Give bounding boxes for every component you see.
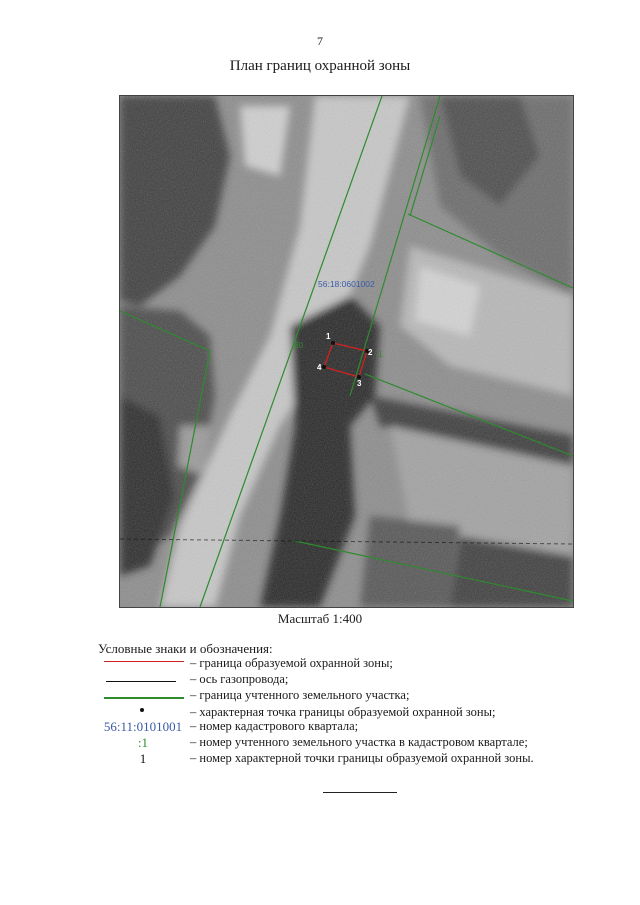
- legend-symbol-quarter-text: [98, 719, 188, 735]
- aerial-map: [120, 96, 573, 607]
- legend-description: – характерная точка границы образуемой охранной зоны;: [190, 705, 496, 719]
- legend-symbol-text: 56:11:0101001: [103, 719, 183, 734]
- page-number: 7: [317, 34, 323, 48]
- legend-description: – ось газопровода;: [190, 672, 289, 686]
- zone-point-1[interactable]: [331, 341, 335, 345]
- legend-item-gas-axis: [98, 672, 618, 688]
- legend-description: – граница образуемой охранной зоны;: [190, 656, 393, 670]
- parcel-number-label-left: :60: [292, 341, 304, 350]
- legend-symbol-text: 1: [139, 751, 147, 766]
- legend-symbol-green-line: [98, 688, 188, 704]
- map-grain: [120, 96, 573, 607]
- legend-symbol-point-text: [98, 751, 188, 767]
- zone-point-label-2: 2: [368, 348, 373, 357]
- legend-symbol-parcel-text: [98, 735, 188, 751]
- map-scale: Масштаб 1:400: [277, 611, 363, 626]
- dot-icon: [140, 708, 144, 712]
- legend-symbol-black-line: [98, 672, 188, 688]
- legend-symbol-text: :1: [137, 735, 149, 750]
- legend-symbol-red-line: [98, 656, 188, 672]
- legend-item-parcel-number: [98, 735, 618, 751]
- zone-point-label-1: 1: [326, 332, 331, 341]
- parcel-number-label: :1: [376, 350, 383, 359]
- legend-title: Условные знаки и обозначения:: [98, 641, 273, 656]
- zone-point-label-4: 4: [317, 363, 322, 372]
- legend-item-point-number: [98, 751, 618, 767]
- legend-item-parcel-boundary: [98, 688, 618, 704]
- map-frame[interactable]: [119, 95, 574, 608]
- cadastral-quarter-label: 56:18:0601002: [318, 279, 375, 289]
- legend-item-zone-boundary: [98, 656, 618, 672]
- legend-description: – граница учтенного земельного участка;: [190, 688, 410, 702]
- zone-point-4[interactable]: [322, 365, 326, 369]
- zone-point-label-3: 3: [357, 379, 362, 388]
- legend-description: – номер кадастрового квартала;: [190, 719, 359, 733]
- legend-description: – номер характерной точки границы образуемой охранной зоны.: [190, 751, 534, 765]
- footer-divider: [323, 792, 397, 793]
- legend-item-quarter-number: [98, 719, 618, 735]
- page-title: План границ охранной зоны: [229, 58, 411, 74]
- legend-description: – номер учтенного земельного участка в кадастровом квартале;: [190, 735, 528, 749]
